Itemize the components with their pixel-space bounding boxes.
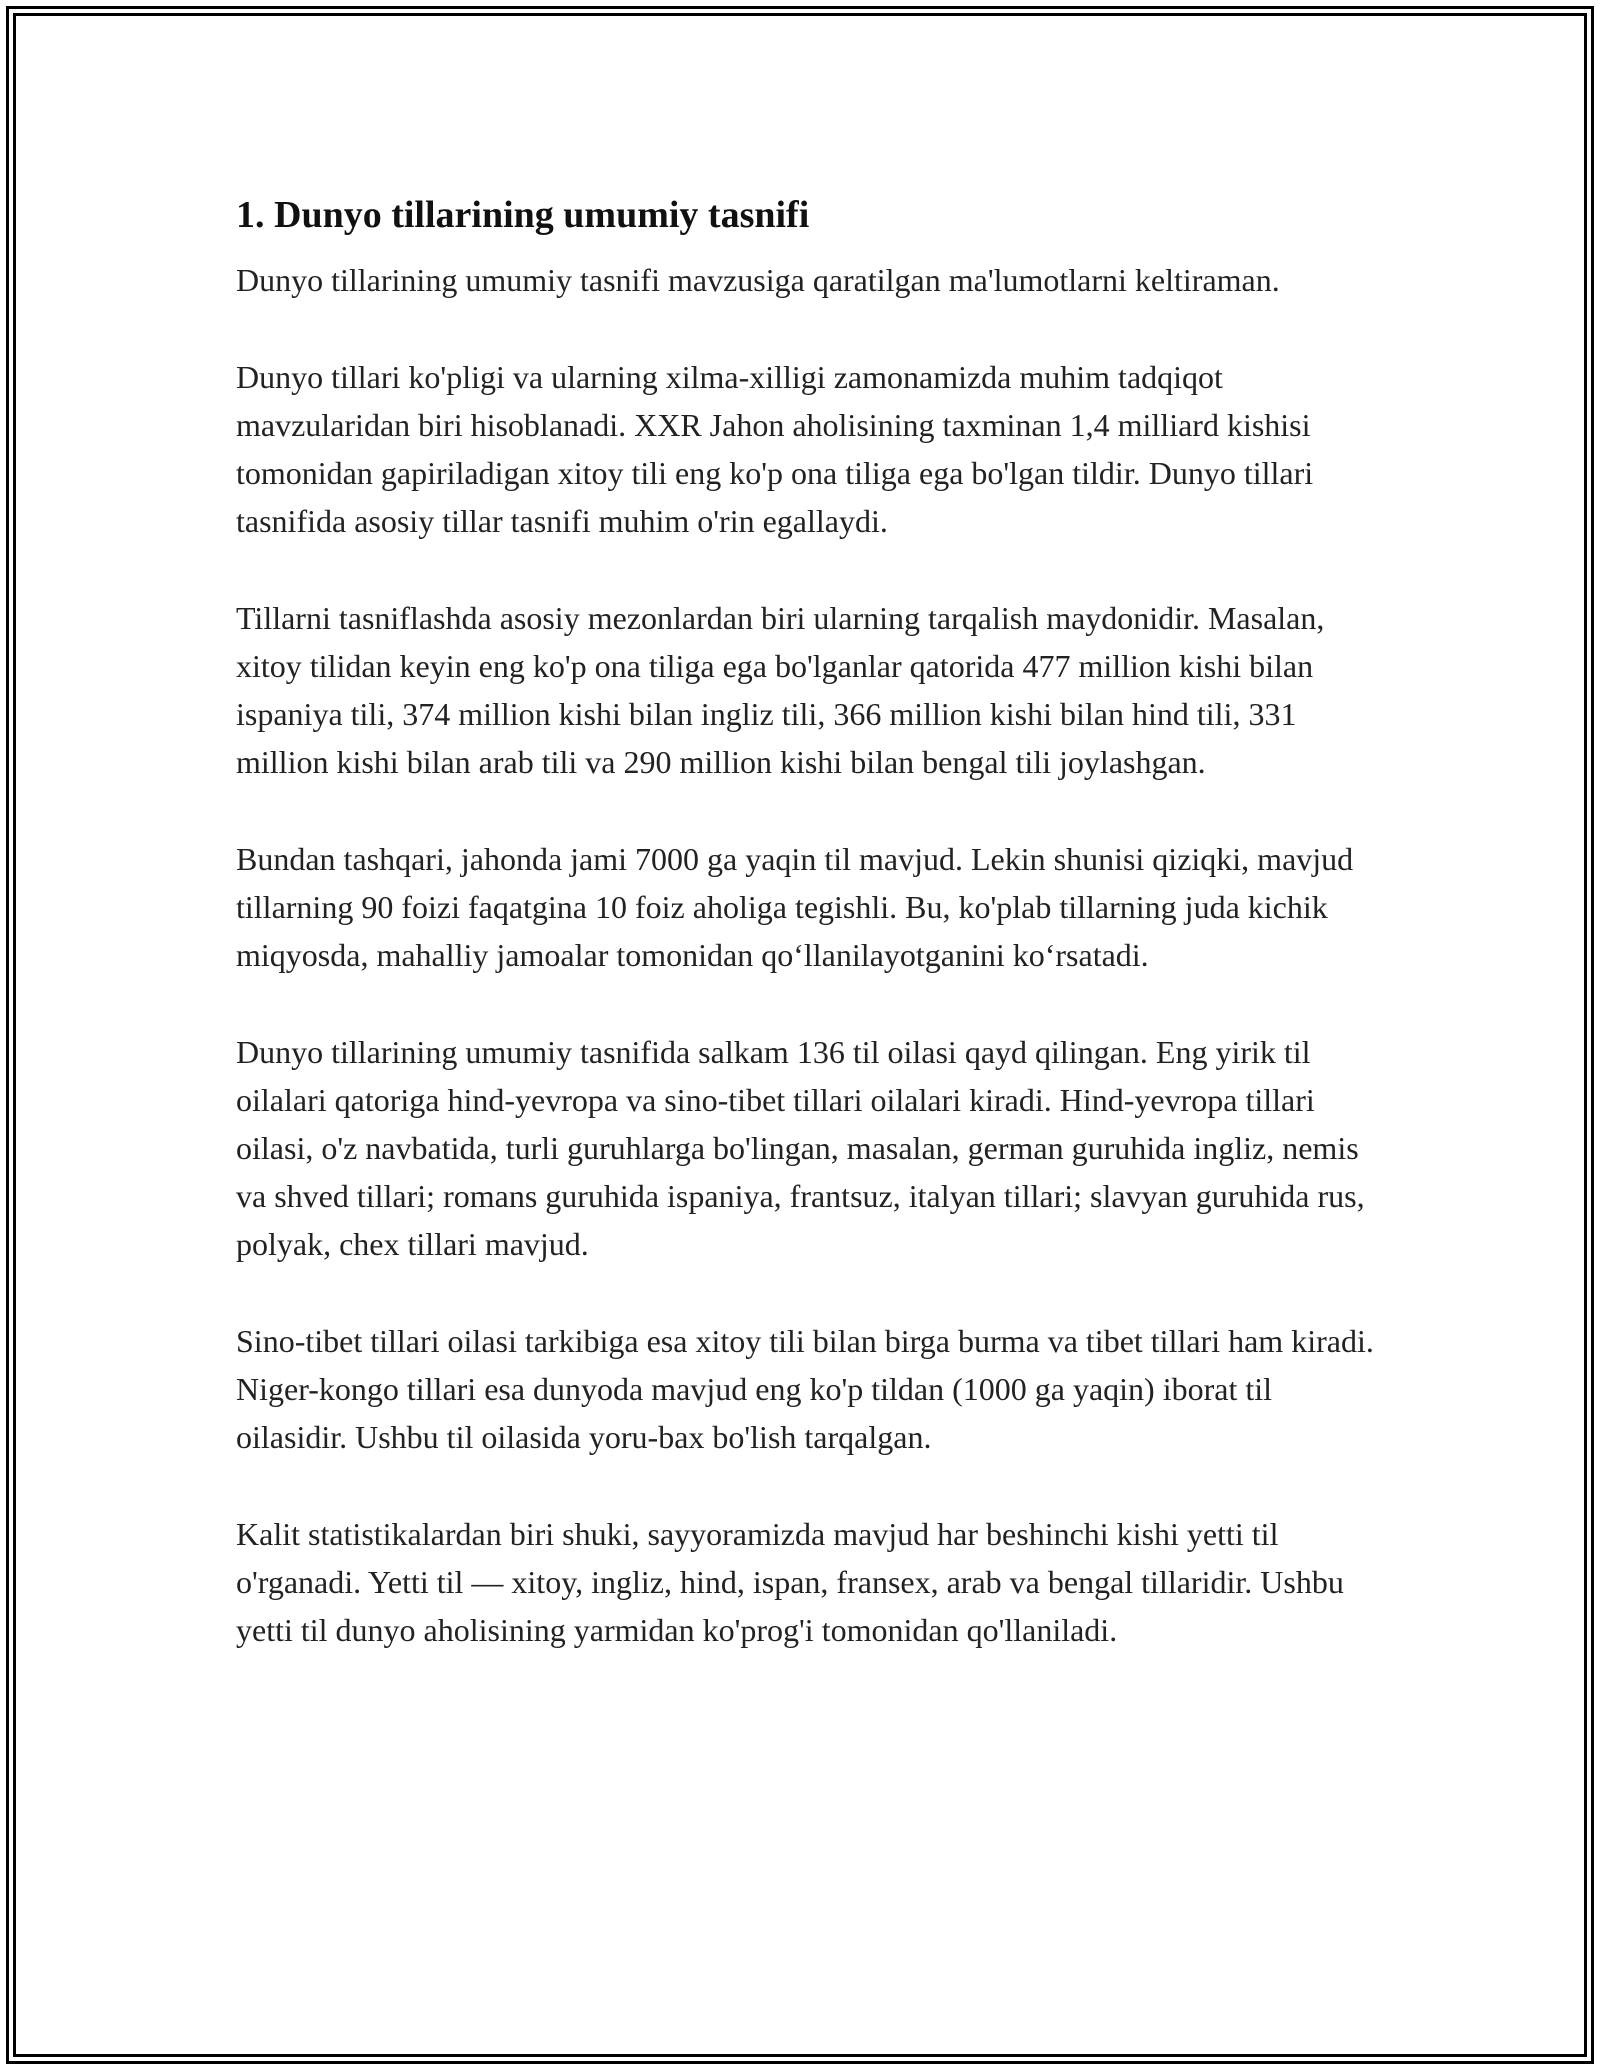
document-body (236, 186, 1376, 1654)
paragraph-sino-tibetan: Sino-tibet tillari oilasi tarkibiga esa xitoy tili bilan birga burma va tibet tillari ham kiradi. Niger-kongo tillari esa dunyoda mavjud eng ko'p tildan (1000 ga yaqin) iborat til oilasidir. Ushbu til oilasida yoru-bax bo'lish tarqalgan. (236, 1323, 1374, 1455)
paragraph-language-families: Dunyo tillarining umumiy tasnifida salkam 136 til oilasi qayd qilingan. Eng yirik til oilalari qatoriga hind-yevropa va sino-tibet tillari oilalari kiradi. Hind-yevropa tillari oilasi, o'z navbatida, turli guruhlarga bo'lingan, masalan, german guruhida ingliz, nemis va shved tillari; romans guruhida ispaniya, frantsuz, italyan tillari; slavyan guruhida rus, polyak, chex tillari mavjud. (236, 1034, 1365, 1262)
paragraph-total-languages: Bundan tashqari, jahonda jami 7000 ga yaqin til mavjud. Lekin shunisi qiziqki, mavjud tillarning 90 foizi faqatgina 10 foiz aholiga tegishli. Bu, ko'plab tillarning juda kichik miqyosda, mahalliy jamoalar tomonidan qo‘llanilayotganini ko‘rsatadi. (236, 841, 1354, 973)
paragraph-speaker-counts: Tillarni tasniflashda asosiy mezonlardan biri ularning tarqalish maydonidir. Masalan, xitoy tilidan keyin eng ko'p ona tiliga ega bo'lganlar qatorida 477 million kishi bilan ispaniya tili, 374 million kishi bilan ingliz tili, 366 million kishi bilan hind tili, 331 million kishi bilan arab tili va 290 million kishi bilan bengal tili joylashgan. (236, 600, 1325, 780)
paragraph-key-statistics: Kalit statistikalardan biri shuki, sayyoramizda mavjud har beshinchi kishi yetti til o'rganadi. Yetti til — xitoy, ingliz, hind, ispan, fransex, arab va bengal tillaridir. Ushbu yetti til dunyo aholisining yarmidan ko'prog'i tomonidan qo'llaniladi. (236, 1516, 1344, 1648)
paragraph-intro: Dunyo tillarining umumiy tasnifi mavzusiga qaratilgan ma'lumotlarni keltiraman. (236, 262, 1280, 298)
paragraph-language-diversity: Dunyo tillari ko'pligi va ularning xilma-xilligi zamonamizda muhim tadqiqot mavzularidan biri hisoblanadi. XXR Jahon aholisining taxminan 1,4 milliard kishisi tomonidan gapiriladigan xitoy tili eng ko'p ona tiliga ega bo'lgan tildir. Dunyo tillari tasnifida asosiy tillar tasnifi muhim o'rin egallaydi. (236, 359, 1314, 539)
document-title: 1. Dunyo tillarining umumiy tasnifi (236, 194, 810, 236)
